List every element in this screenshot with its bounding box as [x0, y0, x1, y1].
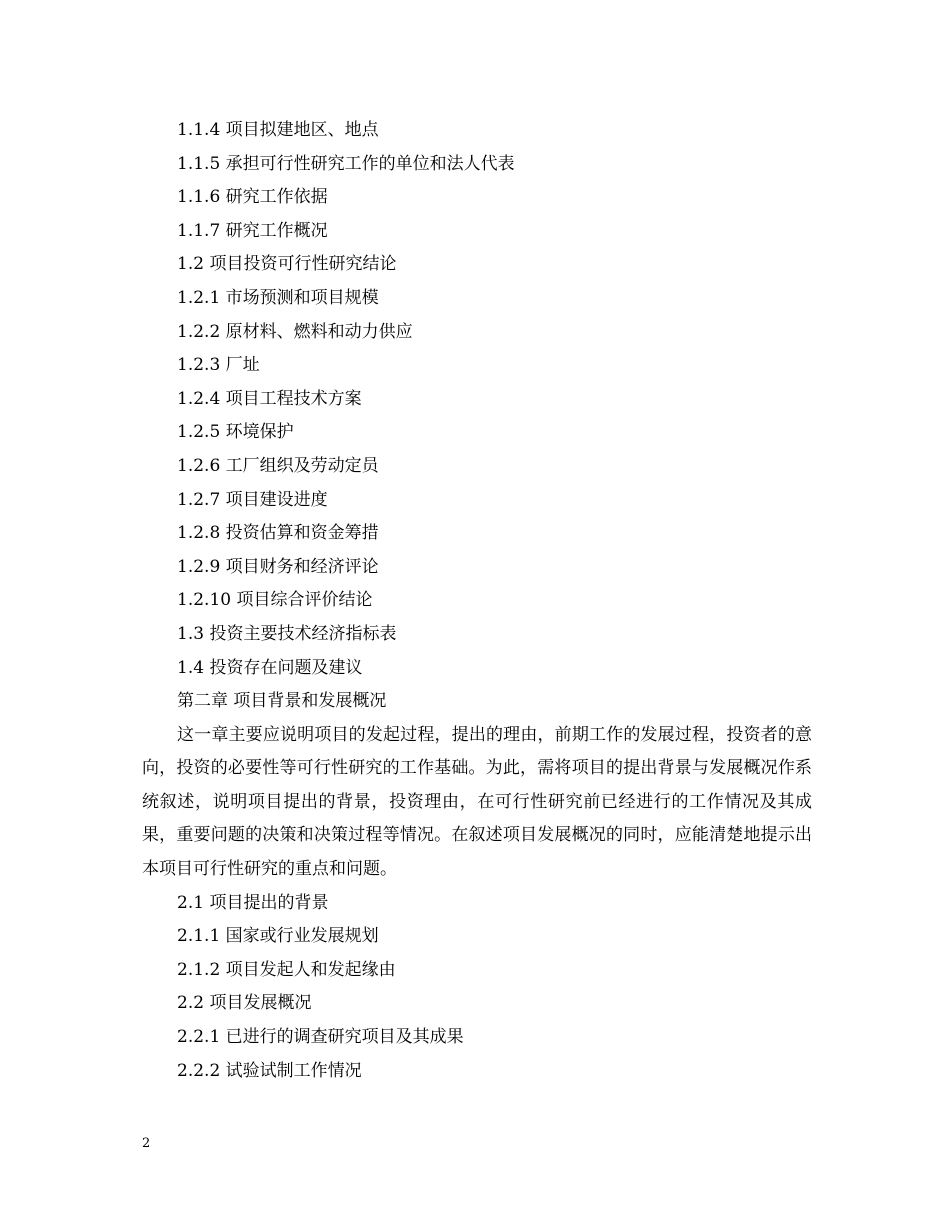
outline-line: 1.1.7 研究工作概况: [177, 220, 328, 241]
outline-line: 1.2.10 项目综合评价结论: [177, 590, 373, 611]
outline-line: 2.2.2 试验试制工作情况: [177, 1060, 362, 1081]
chapter-heading: 第二章 项目背景和发展概况: [177, 691, 387, 712]
outline-line: 1.2.7 项目建设进度: [177, 489, 328, 510]
outline-line: 1.2 项目投资可行性研究结论: [177, 254, 397, 275]
outline-line: 1.2.1 市场预测和项目规模: [177, 287, 379, 308]
outline-line: 1.2.9 项目财务和经济评论: [177, 556, 379, 577]
outline-line: 1.3 投资主要技术经济指标表: [177, 623, 397, 644]
outline-line: 1.2.2 原材料、燃料和动力供应: [177, 321, 413, 342]
chapter-intro-paragraph: 这一章主要应说明项目的发起过程，提出的理由，前期工作的发展过程，投资者的意向，投资的必要性等可行性研究的工作基础。为此，需将项目的提出背景与发展概况作系统叙述，说明项目提出的背景，投资理由，在可行性研究前已经进行的工作情况及其成果，重要问题的决策和决策过程等情况。在叙述项目发展概况的同时，应能清楚地提示出本项目可行性研究的重点和问题。: [142, 724, 812, 880]
outline-line: 2.2.1 已进行的调查研究项目及其成果: [177, 1027, 464, 1048]
outline-line: 1.2.6 工厂组织及劳动定员: [177, 455, 379, 476]
page-content: [142, 114, 812, 1088]
outline-line: 2.1 项目提出的背景: [177, 892, 329, 913]
outline-line: 2.1.1 国家或行业发展规划: [177, 926, 379, 947]
outline-line: 1.1.4 项目拟建地区、地点: [177, 120, 379, 140]
outline-line: 1.2.3 厂址: [177, 355, 260, 376]
outline-line: 1.2.4 项目工程技术方案: [177, 388, 362, 409]
outline-line: 1.1.6 研究工作依据: [177, 187, 328, 208]
outline-line: 2.1.2 项目发起人和发起缘由: [177, 959, 396, 980]
outline-line: 1.2.5 环境保护: [177, 422, 294, 443]
page-number: 2: [142, 1136, 151, 1151]
outline-line: 1.4 投资存在问题及建议: [177, 657, 363, 678]
outline-line: 1.2.8 投资估算和资金筹措: [177, 523, 379, 544]
outline-line: 1.1.5 承担可行性研究工作的单位和法人代表: [177, 153, 515, 174]
outline-line: 2.2 项目发展概况: [177, 993, 312, 1014]
